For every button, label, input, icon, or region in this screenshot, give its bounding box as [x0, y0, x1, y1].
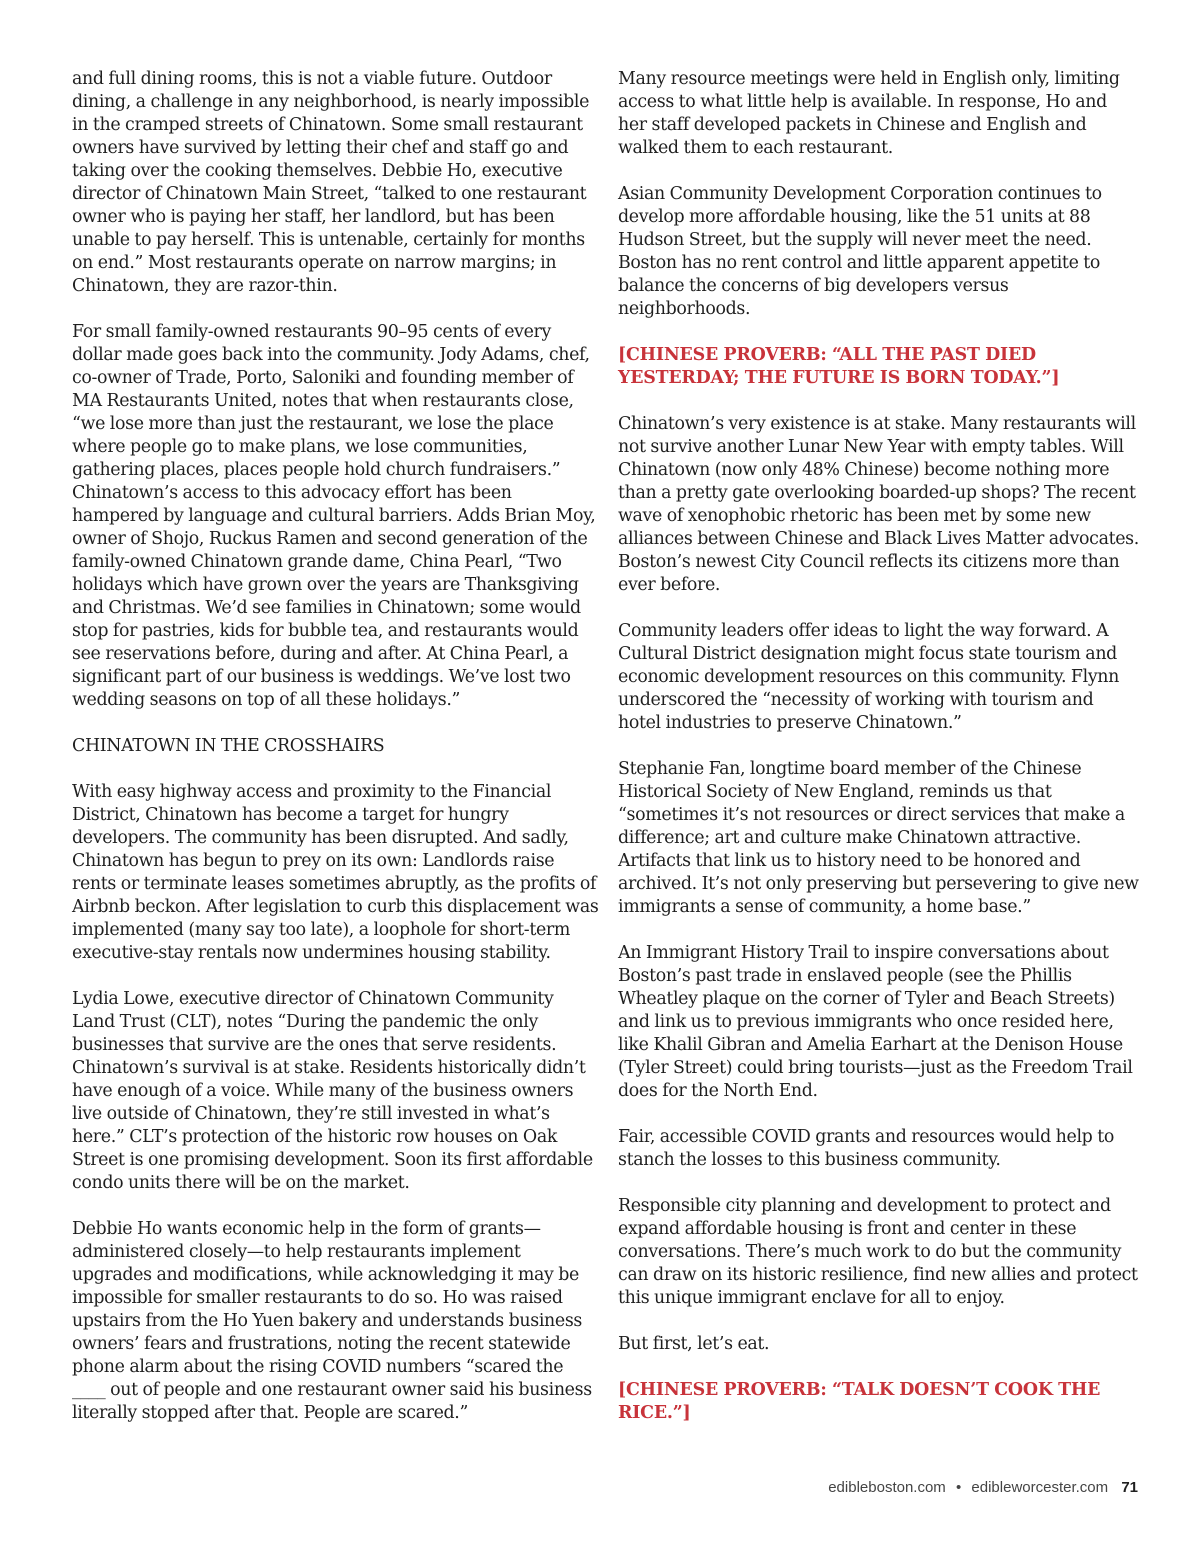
body-paragraph: Many resource meetings were held in English only, limiting access to what little help is available. In response, Ho and her staff developed packets in Chinese and English and walked them to each restaurant.	[618, 69, 1120, 158]
footer-separator: •	[955, 1479, 962, 1496]
body-paragraph: With easy highway access and proximity to the Financial District, Chinatown has become a target for hungry developers. The community has been disrupted. And sadly, Chinatown has begun to prey on its own: Landlords raise rents or terminate leases sometimes abruptly, as the profits of Airbnb beckon. After legislation to curb this displacement was implemented (many say too late), a loophole for short-term executive-stay rentals now undermines housing stability.	[72, 782, 599, 963]
body-paragraph: Community leaders offer ideas to light the way forward. A Cultural District designation might focus state tourism and economic development resources on this community. Flynn underscored the “necessity of working with tourism and hotel industries to preserve Chinatown.”	[618, 621, 1120, 733]
body-paragraph: But first, let’s eat.	[618, 1334, 770, 1354]
body-paragraph: and full dining rooms, this is not a viable future. Outdoor dining, a challenge in any neighborhood, is nearly impossible in the cramped streets of Chinatown. Some small restaurant owners have survived by letting their chef and staff go and taking over the cooking themselves. Debbie Ho, executive director of Chinatown Main Street, “talked to one restaurant owner who is paying her staff, her landlord, but has been unable to pay herself. This is untenable, certainly for months on end.” Most restaurants operate on narrow margins; in Chinatown, they are razor-thin.	[72, 69, 590, 296]
left-column	[72, 68, 600, 1448]
page-number: 71	[1121, 1479, 1138, 1496]
body-paragraph: Debbie Ho wants economic help in the form of grants—administered closely—to help restaurants implement upgrades and modifications, while acknowledging it may be impossible for smaller restaurants to do so. Ho was raised upstairs from the Ho Yuen bakery and understands business owners’ fears and frustrations, noting the recent statewide phone alarm about the rising COVID numbers “scared the ____ out of people and one restaurant owner said his business literally stopped after that. People are scared.”	[72, 1219, 592, 1423]
chinese-proverb-callout: [CHINESE PROVERB: “ALL THE PAST DIED YESTERDAY; THE FUTURE IS BORN TODAY.”]	[618, 345, 1060, 388]
section-subhead: CHINATOWN IN THE CROSSHAIRS	[72, 736, 385, 756]
body-paragraph: Lydia Lowe, executive director of Chinatown Community Land Trust (CLT), notes “During the pandemic the only businesses that survive are the ones that serve residents. Chinatown’s survival is at stake. Residents historically didn’t have enough of a voice. While many of the business owners live outside of Chinatown, they’re still invested in what’s here.” CLT’s protection of the historic row houses on Oak Street is one promising development. Soon its first affordable condo units there will be on the market.	[72, 989, 593, 1193]
footer-site-link[interactable]: edibleworcester.com	[971, 1479, 1109, 1496]
body-paragraph: Stephanie Fan, longtime board member of the Chinese Historical Society of New England, reminds us that “sometimes it’s not resources or direct services that make a difference; art and culture make Chinatown attractive. Artifacts that link us to history need to be honored and archived. It’s not only preserving but persevering to give new immigrants a sense of community, a home base.”	[618, 759, 1139, 917]
body-paragraph: For small family-owned restaurants 90–95 cents of every dollar made goes back into the community. Jody Adams, chef, co-owner of Trade, Porto, Saloniki and founding member of MA Restaurants United, notes that when restaurants close, “we lose more than just the restaurant, we lose the place where people go to make plans, we lose communities, gathering places, places people hold church fundraisers.” Chinatown’s access to this advocacy effort has been hampered by language and cultural barriers. Adds Brian Moy, owner of Shojo, Ruckus Ramen and second generation of the family-owned Chinatown grande dame, China Pearl, “Two holidays which have grown over the years are Thanksgiving and Christmas. We’d see families in Chinatown; some would stop for pastries, kids for bubble tea, and restaurants would see reservations before, during and after. At China Pearl, a significant part of our business is weddings. We’ve lost two wedding seasons on top of all these holidays.”	[72, 322, 596, 710]
body-paragraph: Chinatown’s very existence is at stake. Many restaurants will not survive another Lunar New Year with empty tables. Will Chinatown (now only 48% Chinese) become nothing more than a pretty gate overlooking boarded-up shops? The recent wave of xenophobic rhetoric has been met by some new alliances between Chinese and Black Lives Matter advocates. Boston’s newest City Council reflects its citizens more than ever before.	[618, 414, 1139, 595]
body-paragraph: An Immigrant History Trail to inspire conversations about Boston’s past trade in enslaved people (see the Phillis Wheatley plaque on the corner of Tyler and Beach Streets) and link us to previous immigrants who once resided here, like Khalil Gibran and Amelia Earhart at the Denison House (Tyler Street) could bring tourists—just as the Freedom Trail does for the North End.	[618, 943, 1133, 1101]
page-footer	[828, 1479, 1138, 1496]
footer-site-link[interactable]: edibleboston.com	[828, 1479, 946, 1496]
body-paragraph: Responsible city planning and development to protect and expand affordable housing is front and center in these conversations. There’s much work to do but the community can draw on its historic resilience, find new allies and protect this unique immigrant enclave for all to enjoy.	[618, 1196, 1138, 1308]
right-column	[618, 68, 1140, 1448]
body-paragraph: Fair, accessible COVID grants and resources would help to stanch the losses to this business community.	[618, 1127, 1114, 1170]
chinese-proverb-callout: [CHINESE PROVERB: “TALK DOESN’T COOK THE RICE.”]	[618, 1380, 1101, 1423]
body-paragraph: Asian Community Development Corporation continues to develop more affordable housing, like the 51 units at 88 Hudson Street, but the supply will never meet the need. Boston has no rent control and little apparent appetite to balance the concerns of big developers versus neighborhoods.	[618, 184, 1102, 319]
